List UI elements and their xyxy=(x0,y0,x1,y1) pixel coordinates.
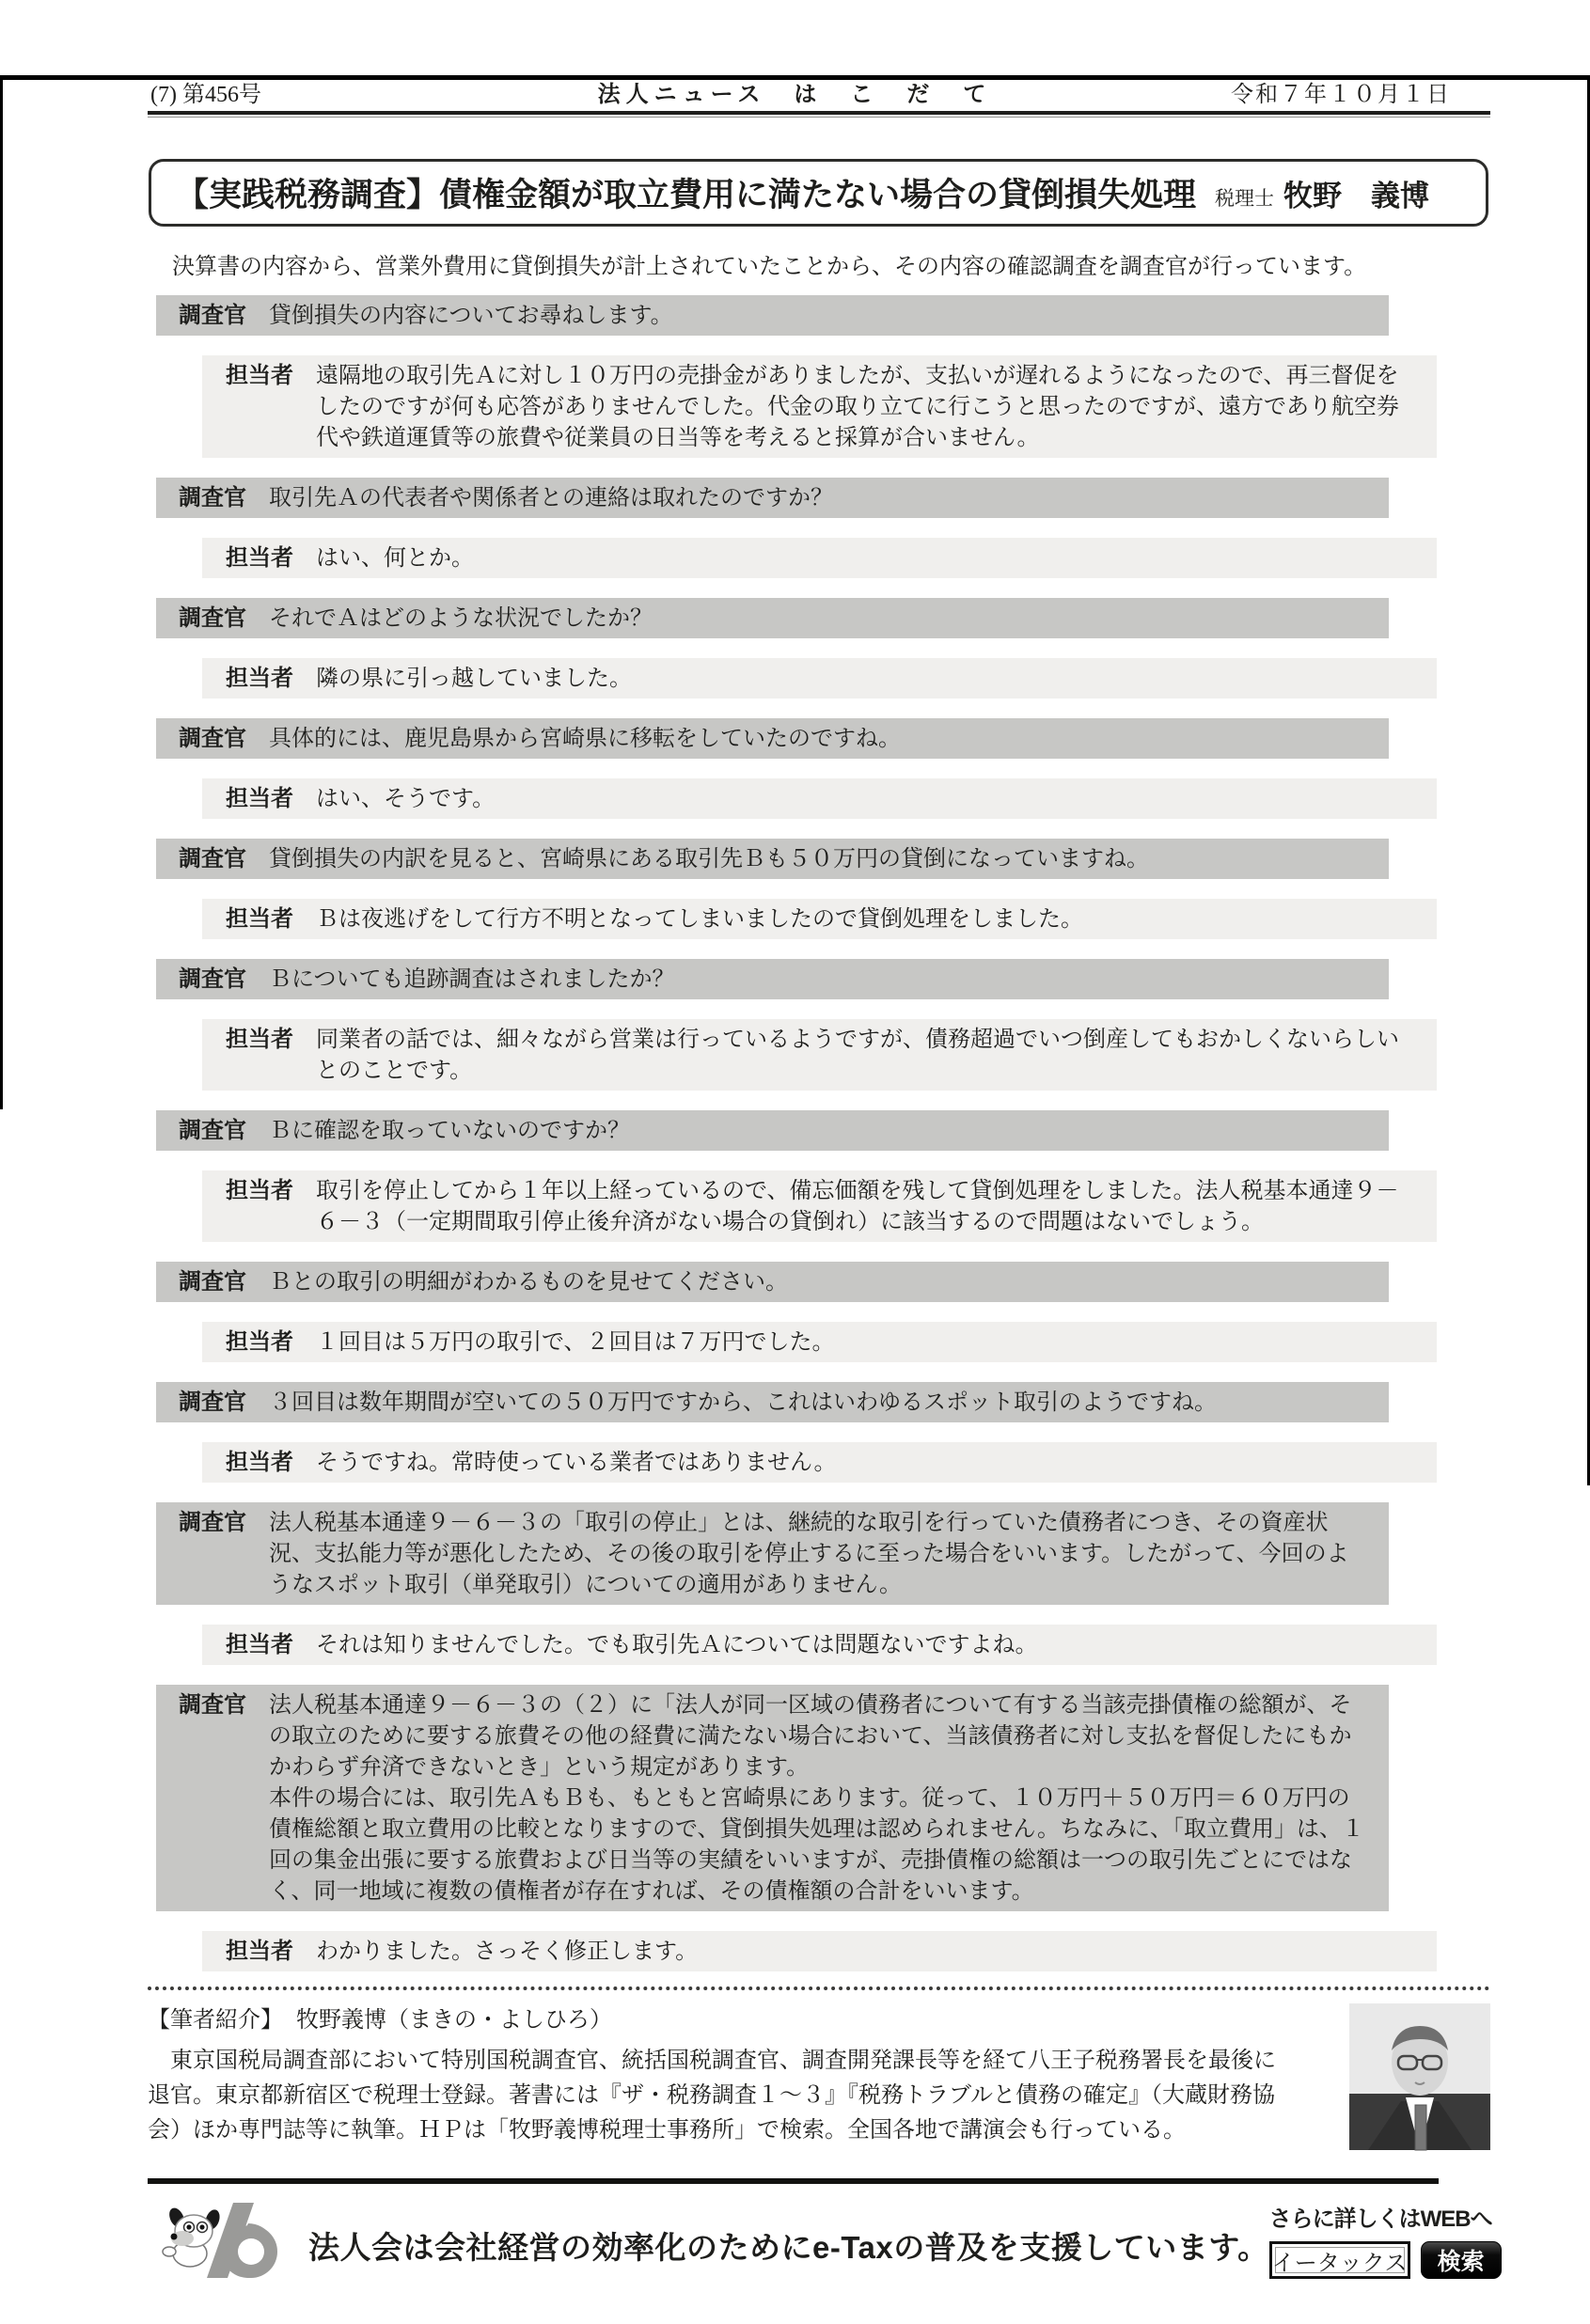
speaker-label: 調査官 xyxy=(179,485,246,510)
speaker-label: 担当者 xyxy=(226,1178,293,1203)
issue-date: 令和７年１０月１日 xyxy=(1231,83,1451,107)
remark-text: はい、そうです。 xyxy=(316,786,496,811)
profile-heading: 【筆者紹介】 xyxy=(148,2008,283,2033)
staff-remark xyxy=(202,1322,1437,1362)
staff-remark xyxy=(202,1442,1437,1483)
remark-text: わかりました。さっそく修正します。 xyxy=(316,1939,699,1964)
web-note: さらに詳しくはWEBへ xyxy=(1268,2206,1492,2232)
investigator-remark xyxy=(156,295,1389,336)
investigator-remark xyxy=(156,478,1389,518)
article-lead: 決算書の内容から、営業外費用に貸倒損失が計上されていたことから、その内容の確認調査を調査官が行っています。 xyxy=(172,254,1367,279)
remark-text xyxy=(269,1689,1370,1907)
staff-remark xyxy=(202,538,1437,578)
scan-edge-left xyxy=(0,75,3,1109)
footer-rule xyxy=(148,2178,1439,2184)
speaker-label: 調査官 xyxy=(179,966,246,992)
author-bio: 東京国税局調査部において特別国税調査官、統括国税調査官、調査開発課長等を経て八王子税務署長を最後に退官。東京都新宿区で税理士登録。著書には『ザ・税務調査１～３』『税務トラブルと債務の確定』（大蔵財務協会）ほか専門誌等に執筆。ＨＰは「牧野義博税理士事務所」で検索。全国各地で講演会も行っている。 xyxy=(148,2049,1276,2143)
remark-text: Ｂは夜逃げをして行方不明となってしまいましたので貸倒処理をしました。 xyxy=(316,906,1083,932)
remark-text: そうですね。常時使っている業者ではありません。 xyxy=(316,1450,837,1475)
author-profile-text xyxy=(148,2003,1298,2148)
newspaper-page xyxy=(0,75,1590,2324)
newsletter-title: 法人ニュース は こ だ て xyxy=(597,82,992,107)
author-qualification: 税理士 xyxy=(1215,188,1275,210)
speaker-label: 調査官 xyxy=(179,1390,246,1415)
staff-remark xyxy=(202,778,1437,819)
hojinkai-mascot-icon xyxy=(158,2195,288,2282)
search-row xyxy=(1269,2241,1502,2279)
remark-text: 法人税基本通達９－６－３の「取引の停止」とは、継続的な取引を行っていた債務者につき、その資産状況、支払能力等が悪化したため、その後の取引を停止するに至った場合をいいます。したがって、今回のようなスポット取引（単発取引）についての適用がありません。 xyxy=(269,1510,1349,1597)
author-name: 牧野 義博 xyxy=(1283,179,1430,212)
staff-remark xyxy=(202,899,1437,939)
speaker-label: 担当者 xyxy=(226,545,293,571)
staff-remark xyxy=(202,1931,1437,1971)
remark-text: Ｂとの取引の明細がわかるものを見せてください。 xyxy=(269,1269,788,1295)
speaker-label: 担当者 xyxy=(226,363,293,388)
staff-remark xyxy=(202,658,1437,699)
speaker-label: 調査官 xyxy=(179,605,246,631)
issue-number: (7) 第456号 xyxy=(150,83,261,107)
article-title-box xyxy=(149,159,1488,227)
speaker-label: 調査官 xyxy=(179,1269,246,1295)
speaker-label: 担当者 xyxy=(226,1027,293,1052)
remark-text: それでＡはどのような状況でしたか？ xyxy=(269,605,653,631)
dotted-separator xyxy=(148,1986,1490,1990)
remark-text: はい、何とか。 xyxy=(316,545,474,571)
investigator-remark xyxy=(156,1382,1389,1422)
staff-remark xyxy=(202,1625,1437,1665)
speaker-label: 調査官 xyxy=(179,1510,246,1535)
remark-text: 具体的には、鹿児島県から宮崎県に移転をしていたのですね。 xyxy=(269,726,901,751)
dialogue-section xyxy=(0,295,1590,1971)
remark-text: それは知りませんでした。でも取引先Ａについては問題ないですよね。 xyxy=(316,1632,1038,1657)
staff-remark xyxy=(202,1019,1437,1091)
remark-text: 取引を停止してから１年以上経っているので、備忘価額を残して貸倒処理をしました。法人税基本通達９－６－３（一定期間取引停止後弁済がない場合の貸倒れ）に該当するので問題はないでしょう。 xyxy=(316,1178,1399,1234)
investigator-remark xyxy=(156,718,1389,759)
author-profile-heading xyxy=(148,2003,1298,2038)
speaker-label: 担当者 xyxy=(226,906,293,932)
investigator-remark xyxy=(156,959,1389,999)
remark-text: 貸倒損失の内訳を見ると、宮崎県にある取引先Ｂも５０万円の貸倒になっていますね。 xyxy=(269,846,1149,872)
etax-search-promo xyxy=(1269,2200,1502,2279)
page-header xyxy=(150,75,1490,107)
remark-text: 遠隔地の取引先Ａに対し１０万円の売掛金がありましたが、支払いが遅れるようになったので、再三督促をしたのですが何も応答がありませんでした。代金の取り立てに行こうと思ったのですが、遠方であり航空券代や鉄道運賃等の旅費や従業員の日当等を考えると採算が合いません。 xyxy=(316,363,1399,450)
remark-text: ３回目は数年期間が空いての５０万円ですから、これはいわゆるスポット取引のようですね。 xyxy=(269,1390,1217,1415)
speaker-label: 調査官 xyxy=(179,846,246,872)
remark-text: Ｂに確認を取っていないのですか？ xyxy=(269,1118,630,1143)
speaker-label: 担当者 xyxy=(226,1450,293,1475)
investigator-remark xyxy=(156,598,1389,638)
speaker-label: 調査官 xyxy=(179,1692,246,1718)
remark-text: 同業者の話では、細々ながら営業は行っているようですが、債務超過でいつ倒産してもおかしくないらしいとのことです。 xyxy=(316,1027,1399,1083)
remark-paragraph: 法人税基本通達９－６－３の（２）に「法人が同一区域の債務者について有する当該売掛債権の総額が、その取立のために要する旅費その他の経費に満たない場合において、当該債務者に対し支払を督促したにもかかわらず弁済できないとき」という規定があります。 xyxy=(269,1692,1352,1780)
remark-text: 取引先Ａの代表者や関係者との連絡は取れたのですか？ xyxy=(269,485,833,510)
speaker-label: 調査官 xyxy=(179,1118,246,1143)
etax-support-message: 法人会は会社経営の効率化のためにe-Taxの普及を支援しています。 xyxy=(308,2229,1269,2265)
staff-remark xyxy=(202,355,1437,458)
search-button: 検索 xyxy=(1421,2241,1502,2279)
investigator-remark xyxy=(156,1262,1389,1302)
remark-text: Ｂについても追跡調査はされましたか？ xyxy=(269,966,675,992)
speaker-label: 担当者 xyxy=(226,666,293,691)
speaker-label: 担当者 xyxy=(226,1632,293,1657)
investigator-remark xyxy=(156,1110,1389,1151)
speaker-label: 担当者 xyxy=(226,1939,293,1964)
remark-text: １回目は５万円の取引で、２回目は７万円でした。 xyxy=(316,1329,835,1355)
remark-text: 隣の県に引っ越していました。 xyxy=(316,666,632,691)
speaker-label: 担当者 xyxy=(226,1329,293,1355)
search-keyword-box: イータックス xyxy=(1269,2241,1410,2279)
speaker-label: 調査官 xyxy=(179,726,246,751)
footer-band xyxy=(103,2195,1492,2282)
speaker-label: 担当者 xyxy=(226,786,293,811)
investigator-remark xyxy=(156,1685,1389,1911)
staff-remark xyxy=(202,1170,1437,1242)
author-photo xyxy=(1349,2003,1490,2150)
header-rule xyxy=(148,111,1490,118)
article-title: 【実践税務調査】債権金額が取立費用に満たない場合の貸倒損失処理 xyxy=(176,177,1197,213)
speaker-label: 調査官 xyxy=(179,303,246,328)
author-profile-section xyxy=(148,2003,1490,2150)
investigator-remark xyxy=(156,839,1389,879)
investigator-remark xyxy=(156,1502,1389,1605)
remark-text: 貸倒損失の内容についてお尋ねします。 xyxy=(269,303,673,328)
remark-paragraph: 本件の場合には、取引先ＡもＢも、もともと宮崎県にあります。従って、１０万円＋５０万円＝６０万円の債権総額と取立費用の比較となりますので、貸倒損失処理は認められません。ちなみに、「取立費用」は、１回の集金出張に要する旅費および日当等の実績をいいますが、売掛債権の総額は一つの取引先ごとにではなく、同一地域に複数の債権者が存在すれば、その債権額の合計をいいます。 xyxy=(269,1785,1364,1904)
profile-author-name: 牧野義博（まきの・よしひろ） xyxy=(296,2008,612,2033)
